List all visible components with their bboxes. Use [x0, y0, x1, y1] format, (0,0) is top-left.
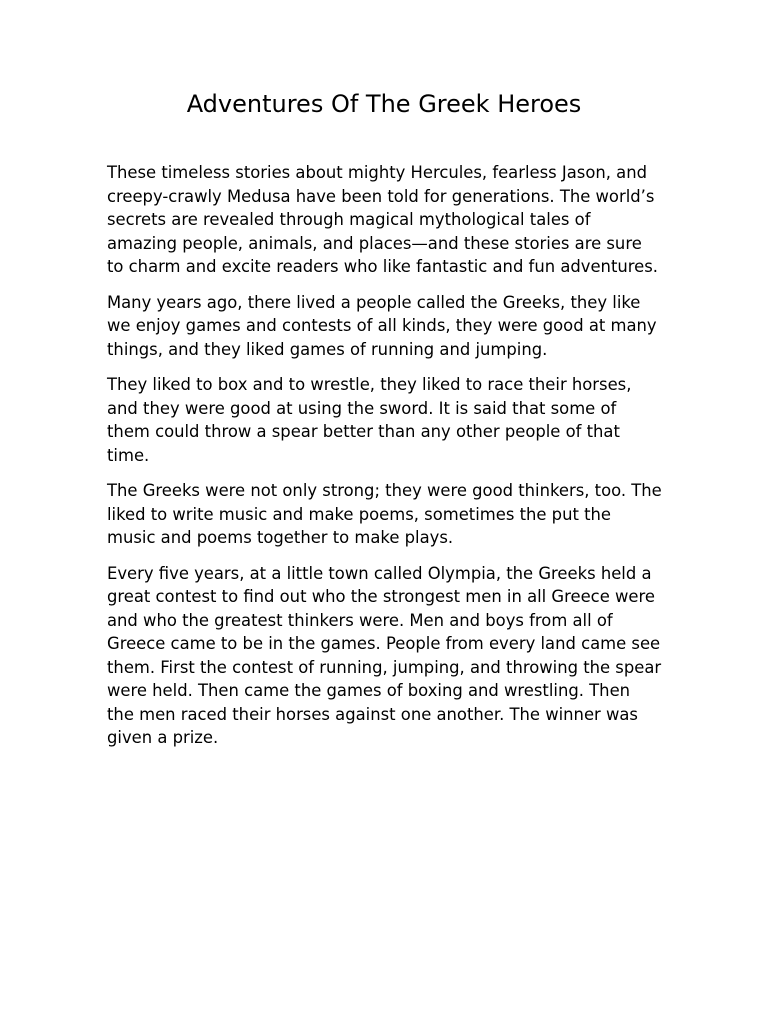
- paragraph-greeks-games: Many years ago, there lived a people called the Greeks, they like we enjoy games and contests of all kinds, they were good at many things, and they liked games of running and jumping.: [107, 292, 657, 359]
- paragraph-box-wrestle: They liked to box and to wrestle, they liked to race their horses, and they were good at using the sword. It is said that some of them could throw a spear better than any other people of that time.: [107, 375, 632, 465]
- document-title: Adventures Of The Greek Heroes: [186, 90, 582, 118]
- paragraph-intro: These timeless stories about mighty Hercules, fearless Jason, and creepy-crawly Medusa have been told for generations. The world’s secrets are revealed through magical mythological tales of amazing people, animals, and places—and these stories are sure to charm and excite readers who like fantastic and fun adventures.: [107, 163, 658, 276]
- document-body: [107, 161, 662, 762]
- paragraph-thinkers: The Greeks were not only strong; they were good thinkers, too. The liked to write music and make poems, sometimes the put the music and poems together to make plays.: [107, 481, 662, 547]
- paragraph-olympia: Every five years, at a little town called Olympia, the Greeks held a great contest to find out who the strongest men in all Greece were and who the greatest thinkers were. Men and boys from all of Greece came to be in the games. People from every land came see them. First the contest of running, jumping, and throwing the spear were held. Then came the games of boxing and wrestling. Then the men raced their horses against one another. The winner was given a prize.: [107, 563, 662, 747]
